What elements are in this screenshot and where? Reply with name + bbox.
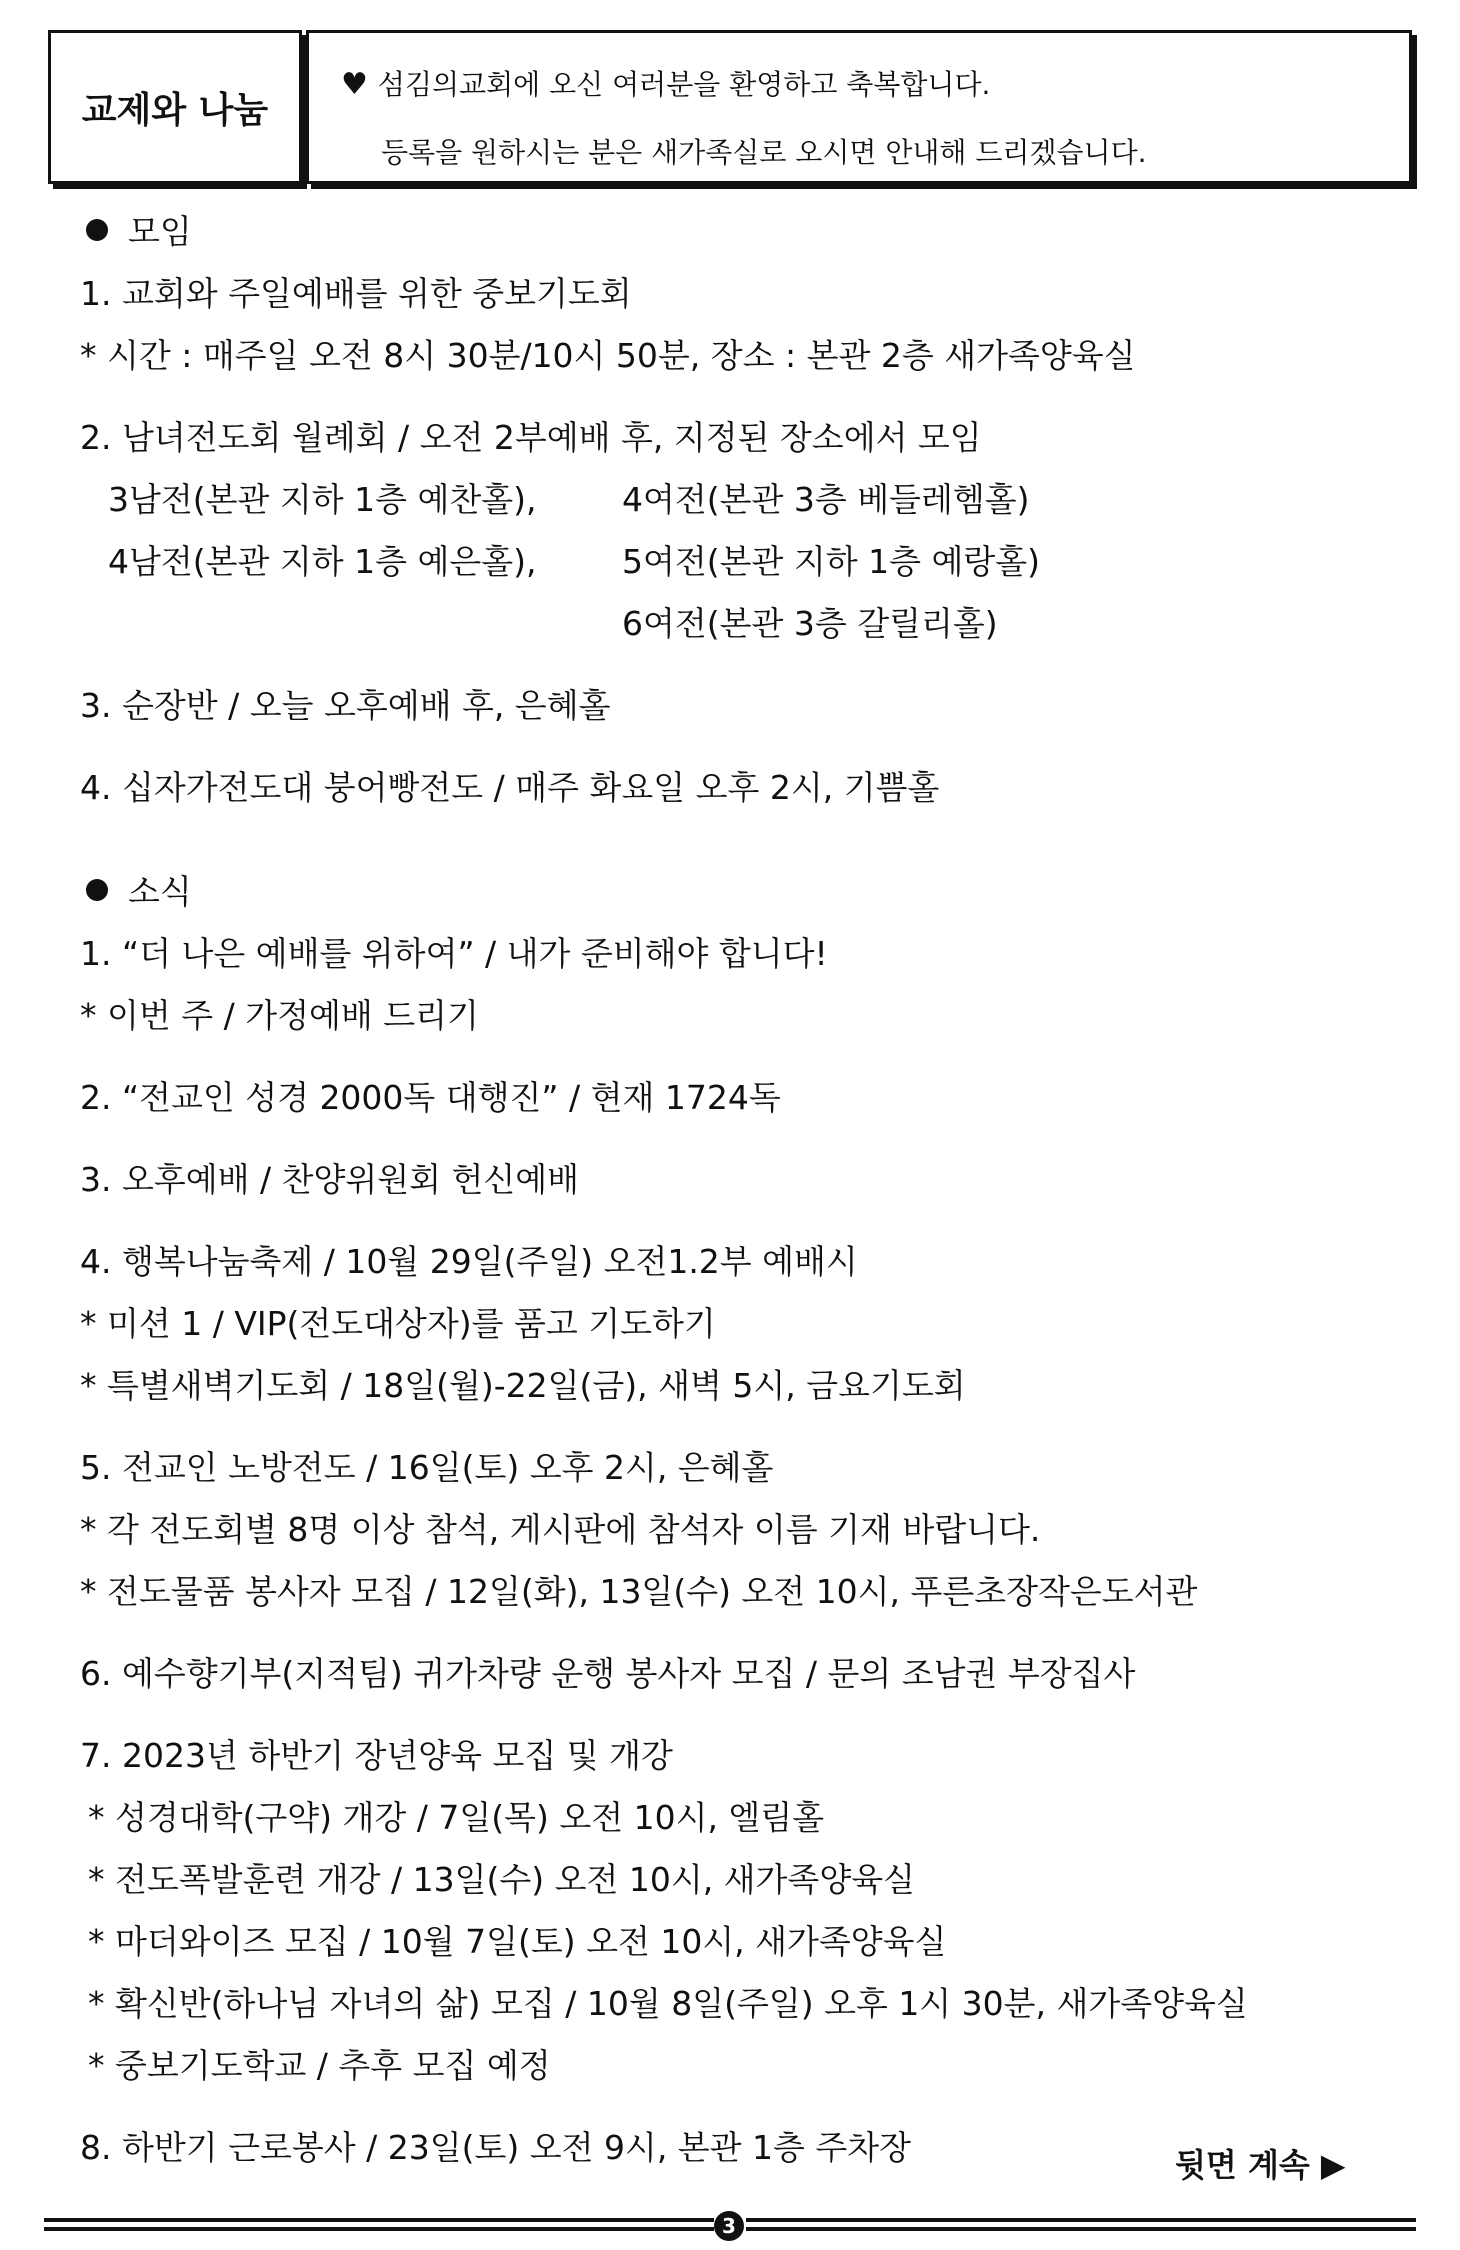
news-line: * 이번 주 / 가정예배 드리기 — [80, 996, 479, 1035]
news-line: * 전도물품 봉사자 모집 / 12일(화), 13일(수) 오전 10시, 푸른초장작은도서관 — [80, 1572, 1198, 1611]
welcome-line-1 — [341, 63, 990, 103]
welcome-text-1: 섬김의교회에 오신 여러분을 환영하고 축복합니다. — [377, 68, 991, 101]
news-line: 4. 행복나눔축제 / 10월 29일(주일) 오전1.2부 예배시 — [80, 1242, 858, 1281]
news-line: 1. “더 나은 예배를 위하여” / 내가 준비해야 합니다! — [80, 934, 828, 973]
page-number-badge: 3 — [714, 2211, 744, 2241]
meeting-line: 2. 남녀전도회 월례회 / 오전 2부예배 후, 지정된 장소에서 모임 — [80, 418, 982, 457]
bullet-icon — [86, 219, 108, 241]
welcome-line-2: 등록을 원하시는 분은 새가족실로 오시면 안내해 드리겠습니다. — [381, 136, 1147, 169]
meeting-line: 4남전(본관 지하 1층 예은홀), — [108, 542, 537, 581]
news-line: 8. 하반기 근로봉사 / 23일(토) 오전 9시, 본관 1층 주차장 — [80, 2128, 912, 2167]
bullet-icon — [86, 879, 108, 901]
heart-icon: ♥ — [341, 67, 368, 102]
meeting-line: 3. 순장반 / 오늘 오후예배 후, 은혜홀 — [80, 686, 611, 725]
meeting-line: 6여전(본관 3층 갈릴리홀) — [622, 604, 998, 643]
meeting-line: 1. 교회와 주일예배를 위한 중보기도회 — [80, 274, 632, 313]
footer-rule-left — [44, 2218, 714, 2232]
news-line: * 성경대학(구약) 개강 / 7일(목) 오전 10시, 엘림홀 — [88, 1798, 825, 1837]
news-line: 6. 예수향기부(지적팀) 귀가차량 운행 봉사자 모집 / 문의 조남권 부장집사 — [80, 1654, 1136, 1693]
meeting-line: * 시간 : 매주일 오전 8시 30분/10시 50분, 장소 : 본관 2층 새가족양육실 — [80, 336, 1136, 375]
news-heading — [86, 872, 192, 912]
section-title: 교제와 나눔 — [81, 89, 269, 131]
news-line: * 전도폭발훈련 개강 / 13일(수) 오전 10시, 새가족양육실 — [88, 1860, 915, 1899]
meetings-heading-text: 모임 — [128, 212, 192, 251]
news-line: * 미션 1 / VIP(전도대상자)를 품고 기도하기 — [80, 1304, 716, 1343]
meeting-line: 4여전(본관 3층 베들레헴홀) — [622, 480, 1030, 519]
news-line: * 확신반(하나님 자녀의 삶) 모집 / 10월 8일(주일) 오후 1시 30분, 새가족양육실 — [88, 1984, 1248, 2023]
meetings-heading — [86, 212, 192, 252]
news-line: * 각 전도회별 8명 이상 참석, 게시판에 참석자 이름 기재 바랍니다. — [80, 1510, 1041, 1549]
section-title-box — [48, 30, 302, 184]
meeting-line: 3남전(본관 지하 1층 예찬홀), — [108, 480, 537, 519]
meeting-line: 5여전(본관 지하 1층 예랑홀) — [622, 542, 1040, 581]
news-line: * 특별새벽기도회 / 18일(월)-22일(금), 새벽 5시, 금요기도회 — [80, 1366, 966, 1405]
news-line: * 중보기도학교 / 추후 모집 예정 — [88, 2046, 551, 2085]
news-line: 3. 오후예배 / 찬양위원회 헌신예배 — [80, 1160, 579, 1199]
news-line: 7. 2023년 하반기 장년양육 모집 및 개강 — [80, 1736, 673, 1775]
news-line: * 마더와이즈 모집 / 10월 7일(토) 오전 10시, 새가족양육실 — [88, 1922, 947, 1961]
news-heading-text: 소식 — [128, 872, 192, 911]
continued-on-back-label: 뒷면 계속 ▶ — [1175, 2146, 1346, 2184]
news-line: 5. 전교인 노방전도 / 16일(토) 오후 2시, 은혜홀 — [80, 1448, 774, 1487]
news-line: 2. “전교인 성경 2000독 대행진” / 현재 1724독 — [80, 1078, 781, 1117]
welcome-box — [306, 30, 1412, 184]
footer-rule-right — [746, 2218, 1416, 2232]
meeting-line: 4. 십자가전도대 붕어빵전도 / 매주 화요일 오후 2시, 기쁨홀 — [80, 768, 940, 807]
